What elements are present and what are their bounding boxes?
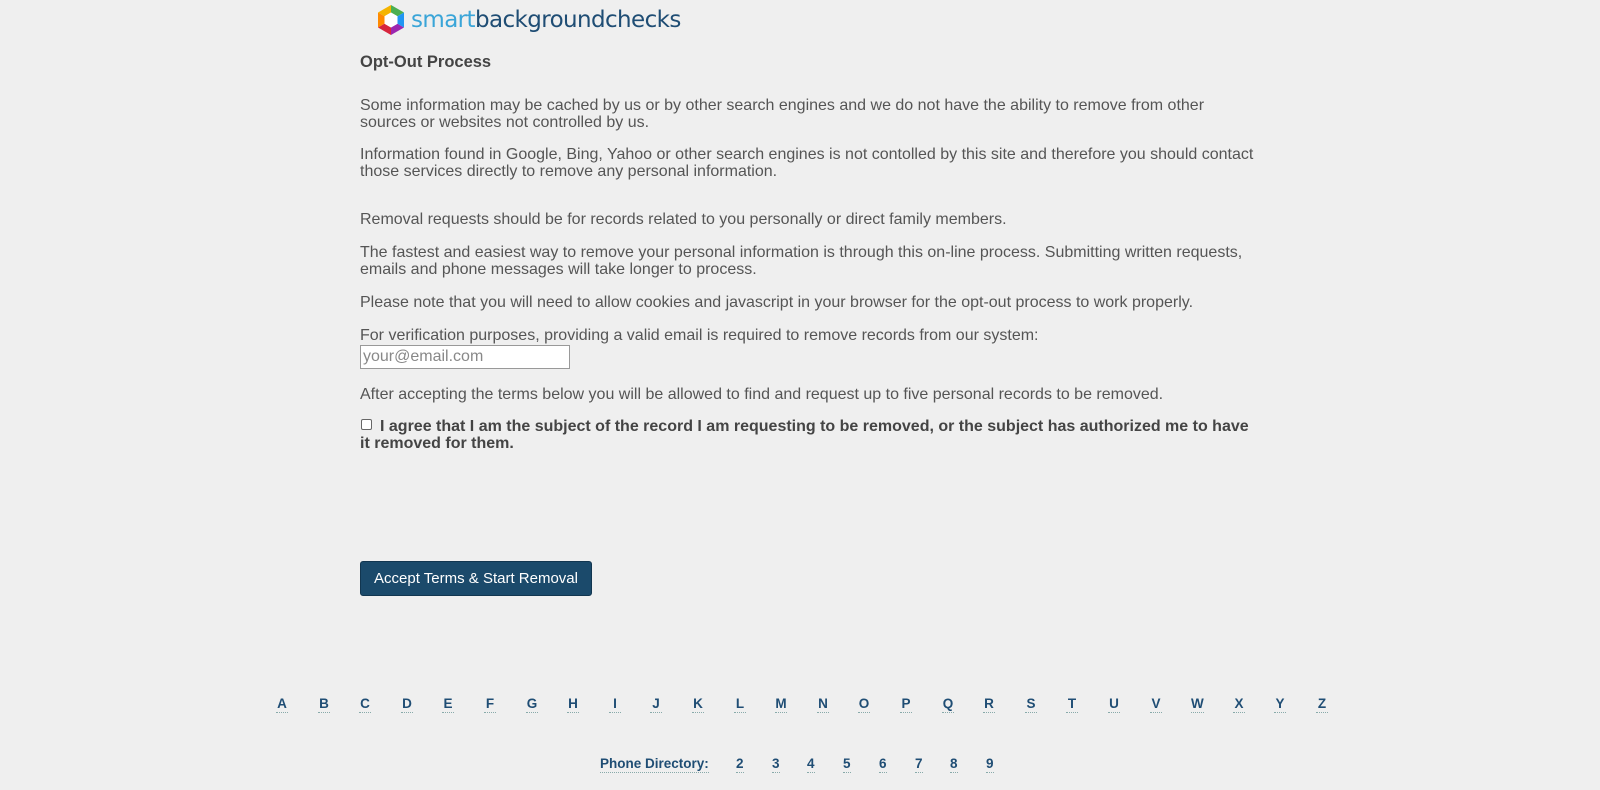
alpha-link-v[interactable]: V — [1151, 696, 1161, 711]
alphabet-directory — [276, 695, 1326, 715]
alpha-link-e[interactable]: E — [443, 696, 453, 711]
alpha-link-x[interactable]: X — [1234, 696, 1244, 711]
alpha-link-w[interactable]: W — [1191, 696, 1204, 711]
alpha-link-q[interactable]: Q — [942, 696, 954, 711]
email-input[interactable] — [360, 345, 570, 369]
alpha-link-m[interactable]: M — [775, 696, 787, 711]
email-verification-label: For verification purposes, providing a valid email is required to remove records from our system: — [360, 327, 1039, 344]
alpha-link-a[interactable]: A — [277, 696, 287, 711]
accept-terms-notice: After accepting the terms below you will be allowed to find and request up to five personal records to be removed. — [360, 386, 1164, 403]
phone-directory-link-9[interactable]: 9 — [986, 756, 994, 771]
alpha-link-d[interactable]: D — [402, 696, 412, 711]
phone-directory-link-8[interactable]: 8 — [950, 756, 958, 771]
alpha-link-i[interactable]: I — [609, 695, 621, 713]
alpha-link-b[interactable]: B — [319, 696, 329, 711]
alpha-link-s[interactable]: S — [1026, 696, 1036, 711]
logo-text-rest: backgroundchecks — [474, 7, 681, 33]
alpha-link-n[interactable]: N — [818, 696, 828, 711]
agree-terms-row — [360, 418, 1260, 452]
alpha-link-o[interactable]: O — [858, 696, 870, 711]
agree-terms-label[interactable]: I agree that I am the subject of the record I am requesting to be removed, or the subject has authorized me to have it removed for them. — [360, 418, 1249, 452]
logo-text-smart: smart — [411, 7, 475, 33]
phone-directory-link-7[interactable]: 7 — [915, 756, 923, 771]
cookies-notice: Please note that you will need to allow cookies and javascript in your browser for the opt-out process to work properly. — [360, 294, 1194, 311]
alpha-link-t[interactable]: T — [1067, 696, 1077, 711]
phone-directory-link-4[interactable]: 4 — [807, 756, 815, 771]
fastest-way-notice: The fastest and easiest way to remove your personal information is through this on-line process. Submitting written requests, emails and phone messages will take longer to process. — [360, 244, 1243, 278]
logo-cube-icon — [375, 4, 407, 36]
alpha-link-c[interactable]: C — [360, 696, 370, 711]
alpha-link-k[interactable]: K — [693, 696, 703, 711]
phone-directory-link-6[interactable]: 6 — [879, 756, 887, 771]
alpha-link-p[interactable]: P — [901, 696, 911, 711]
alpha-link-g[interactable]: G — [526, 696, 538, 711]
phone-directory-link-3[interactable]: 3 — [772, 756, 780, 771]
page-title: Opt-Out Process — [360, 53, 492, 71]
phone-directory-link-2[interactable]: 2 — [736, 756, 744, 771]
alpha-link-y[interactable]: Y — [1275, 696, 1285, 711]
search-engines-notice: Information found in Google, Bing, Yahoo or other search engines is not contolled by this site and therefore you should contact those services directly to remove any personal information. — [360, 146, 1254, 180]
site-logo[interactable] — [375, 4, 681, 36]
phone-directory-label[interactable]: Phone Directory: — [600, 756, 709, 771]
alpha-link-j[interactable]: J — [650, 695, 662, 713]
cache-notice: Some information may be cached by us or by other search engines and we do not have the ability to remove from other sources or websites not controlled by us. — [360, 97, 1205, 131]
agree-checkbox[interactable] — [361, 419, 372, 430]
accept-terms-button[interactable]: Accept Terms & Start Removal — [360, 561, 592, 596]
phone-directory-link-5[interactable]: 5 — [843, 756, 851, 771]
alpha-link-u[interactable]: U — [1109, 696, 1119, 711]
removal-scope-notice: Removal requests should be for records related to you personally or direct family members. — [360, 211, 1007, 228]
alpha-link-l[interactable]: L — [735, 696, 745, 711]
alpha-link-f[interactable]: F — [485, 696, 495, 711]
alpha-link-z[interactable]: Z — [1317, 696, 1327, 711]
logo-text — [411, 4, 681, 36]
alpha-link-h[interactable]: H — [568, 696, 578, 711]
alpha-link-r[interactable]: R — [984, 696, 994, 711]
